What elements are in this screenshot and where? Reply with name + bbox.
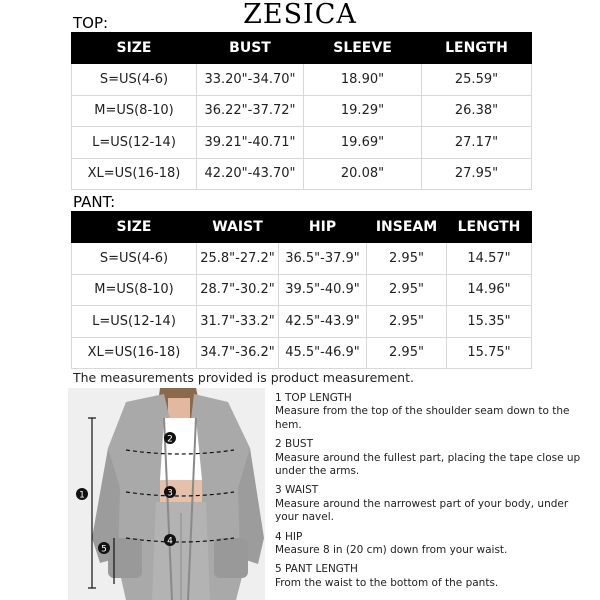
table-cell: 31.7"-33.2" [197,306,279,338]
table-cell: 27.95" [422,158,532,190]
column-header: LENGTH [447,212,532,243]
table-row [72,95,532,127]
table-cell: 2.95" [367,306,447,338]
svg-text:5: 5 [101,544,107,555]
column-header: SLEEVE [304,33,422,64]
table-row [72,274,532,306]
table-cell: 33.20"-34.70" [197,64,304,96]
svg-text:4: 4 [167,536,173,547]
svg-text:3: 3 [167,488,173,499]
table-cell: XL=US(16-18) [72,337,197,369]
pant-section-label: PANT: [73,193,116,211]
instruction-body: From the waist to the bottom of the pants. [275,576,499,589]
measurement-instructions [275,392,595,596]
table-row [72,127,532,159]
column-header: LENGTH [422,33,532,64]
table-row [72,64,532,96]
instruction-title: 2 BUST [275,438,313,451]
table-row [72,243,532,275]
instruction-title: 4 HIP [275,530,303,543]
table-cell: 27.17" [422,127,532,159]
top-section-label: TOP: [73,14,109,32]
svg-text:2: 2 [167,434,173,445]
column-header: HIP [279,212,367,243]
table-cell: 19.29" [304,95,422,127]
table-cell: 26.38" [422,95,532,127]
table-cell: 15.35" [447,306,532,338]
table-row [72,306,532,338]
table-header-row [72,33,532,64]
table-cell: M=US(8-10) [72,95,197,127]
column-header: BUST [197,33,304,64]
table-cell: 39.21"-40.71" [197,127,304,159]
measurement-note: The measurements provided is product measurement. [73,370,414,385]
table-cell: 42.5"-43.9" [279,306,367,338]
column-header: SIZE [72,212,197,243]
table-cell: 42.20"-43.70" [197,158,304,190]
instruction-body: Measure around the narrowest part of your body, under your navel. [275,497,569,524]
table-cell: 39.5"-40.9" [279,274,367,306]
instruction-body: Measure from the top of the shoulder seam down to the hem. [275,405,570,431]
instruction-title: 3 WAIST [275,484,319,497]
brand-logo: ZESICA [243,0,357,30]
svg-text:1: 1 [79,490,85,501]
table-cell: 2.95" [367,243,447,275]
table-cell: 25.59" [422,64,532,96]
table-cell: 45.5"-46.9" [279,337,367,369]
table-cell: L=US(12-14) [72,306,197,338]
table-cell: 14.96" [447,274,532,306]
pant-size-table [71,211,532,369]
table-cell: M=US(8-10) [72,274,197,306]
instruction-bust [275,438,595,478]
instruction-pant-length [275,563,595,590]
instruction-body: Measure 8 in (20 cm) down from your waist. [275,544,508,557]
table-cell: 36.5"-37.9" [279,243,367,275]
top-size-table [71,32,532,190]
model-measurement-photo [68,388,265,600]
table-cell: 25.8"-27.2" [197,243,279,275]
table-cell: 34.7"-36.2" [197,337,279,369]
column-header: WAIST [197,212,279,243]
instruction-title: 1 TOP LENGTH [275,392,352,404]
table-cell: 19.69" [304,127,422,159]
column-header: SIZE [72,33,197,64]
table-cell: 20.08" [304,158,422,190]
table-row [72,158,532,190]
table-cell: 15.75" [447,337,532,369]
table-cell: S=US(4-6) [72,64,197,96]
instruction-waist [275,484,595,524]
instruction-title: 5 PANT LENGTH [275,563,358,576]
table-cell: 28.7"-30.2" [197,274,279,306]
instruction-body: Measure around the fullest part, placing the tape close up under the arms. [275,451,581,478]
table-cell: 36.22"-37.72" [197,95,304,127]
table-cell: 14.57" [447,243,532,275]
column-header: INSEAM [367,212,447,243]
table-row [72,337,532,369]
table-cell: 2.95" [367,337,447,369]
table-cell: L=US(12-14) [72,127,197,159]
model-illustration [68,388,265,600]
instruction-hip [275,531,595,558]
instruction-top-length [275,392,595,432]
table-cell: 2.95" [367,274,447,306]
table-cell: XL=US(16-18) [72,158,197,190]
table-cell: S=US(4-6) [72,243,197,275]
table-header-row [72,212,532,243]
table-cell: 18.90" [304,64,422,96]
